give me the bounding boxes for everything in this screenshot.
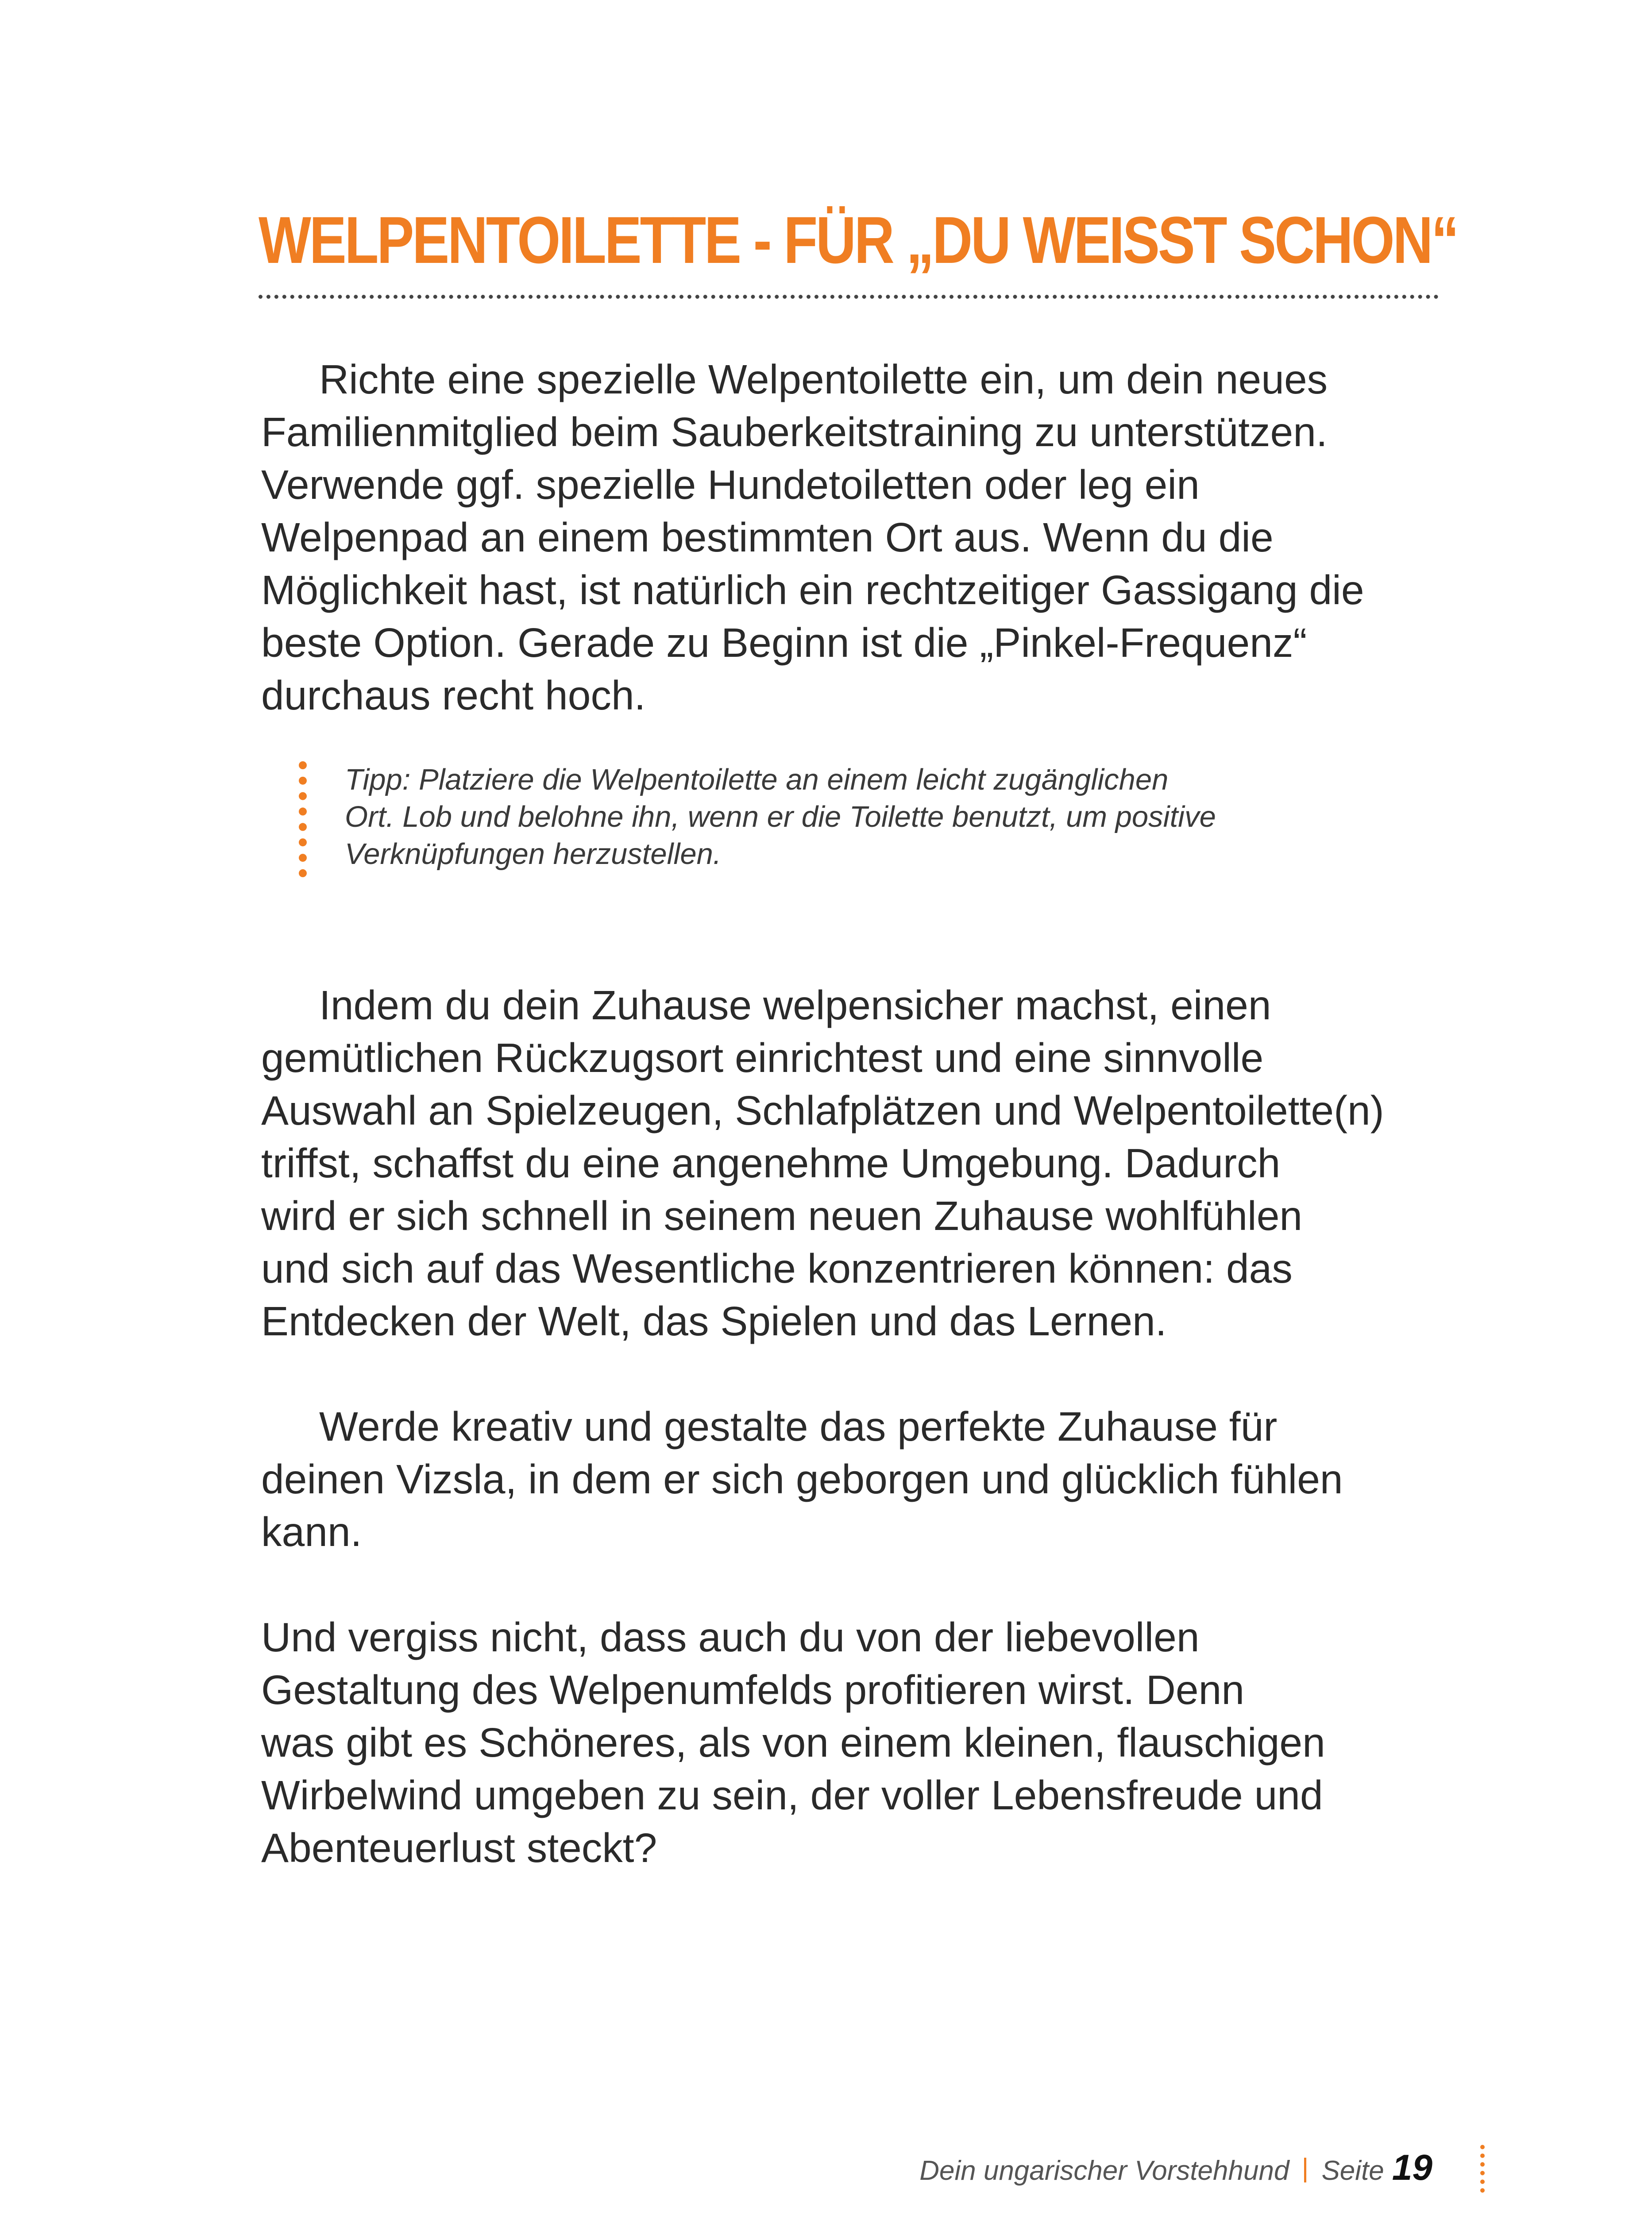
text-line: Abenteuerlust steckt?: [261, 1825, 657, 1871]
dotted-divider: [259, 295, 1439, 299]
tip-text: [345, 761, 1216, 873]
text-line: Entdecken der Welt, das Spielen und das Lernen.: [261, 1298, 1167, 1344]
text-line: Möglichkeit hast, ist natürlich ein rechtzeitiger Gassigang die: [261, 567, 1364, 613]
text-line: Verwende ggf. spezielle Hundetoiletten oder leg ein: [261, 462, 1200, 508]
text-line: Auswahl an Spielzeugen, Schlafplätzen und Welpentoilette(n): [261, 1087, 1384, 1133]
page-footer: [919, 2144, 1432, 2192]
text-line: wird er sich schnell in seinem neuen Zuhause wohlfühlen: [261, 1193, 1303, 1239]
text-line: beste Option. Gerade zu Beginn ist die „Pinkel-Frequenz“: [261, 620, 1307, 666]
text-line: triffst, schaffst du eine angenehme Umgebung. Dadurch: [261, 1140, 1281, 1186]
text-line: Gestaltung des Welpenumfelds profitieren wirst. Denn: [261, 1667, 1245, 1713]
text-line: kann.: [261, 1509, 362, 1555]
footer-dotted-marker: [1480, 2145, 1485, 2193]
paragraph-summary: [261, 979, 1456, 1348]
paragraph-toilet-setup: [261, 353, 1456, 722]
text-line: und sich auf das Wesentliche konzentrieren können: das: [261, 1245, 1293, 1292]
footer-book-title: Dein ungarischer Vorstehhund: [919, 2155, 1289, 2186]
text-line: Und vergiss nicht, dass auch du von der liebevollen: [261, 1614, 1200, 1660]
text-line: Indem du dein Zuhause welpensicher machst, einen: [319, 982, 1271, 1028]
tip-box: [290, 761, 1352, 890]
text-line: deinen Vizsla, in dem er sich geborgen und glücklich fühlen: [261, 1456, 1343, 1502]
text-line: was gibt es Schöneres, als von einem kleinen, flauschigen: [261, 1720, 1325, 1766]
paragraph-closing: [261, 1611, 1456, 1874]
text-line: Familienmitglied beim Sauberkeitstraining zu unterstützen.: [261, 409, 1328, 455]
text-line: Welpenpad an einem bestimmten Ort aus. Wenn du die: [261, 514, 1274, 560]
tip-dotted-marker: [299, 761, 307, 877]
paragraph-creative: [261, 1400, 1456, 1558]
text-line: durchaus recht hoch.: [261, 672, 646, 718]
tip-line: Tipp: Platziere die Welpentoilette an einem leicht zugänglichen: [345, 763, 1169, 796]
footer-page-label: Seite: [1321, 2155, 1384, 2186]
text-line: Werde kreativ und gestalte das perfekte Zuhause für: [319, 1403, 1278, 1450]
footer-separator: [1304, 2158, 1306, 2182]
page-number: 19: [1392, 2147, 1432, 2188]
text-line: gemütlichen Rückzugsort einrichtest und eine sinnvolle: [261, 1035, 1264, 1081]
tip-line: Ort. Lob und belohne ihn, wenn er die Toilette benutzt, um positive: [345, 800, 1216, 833]
section-heading: WELPENTOILETTE - FÜR „DU WEISST SCHON“: [259, 203, 1458, 277]
tip-line: Verknüpfungen herzustellen.: [345, 837, 722, 871]
text-line: Wirbelwind umgeben zu sein, der voller Lebensfreude und: [261, 1772, 1323, 1818]
text-line: Richte eine spezielle Welpentoilette ein, um dein neues: [319, 356, 1328, 402]
